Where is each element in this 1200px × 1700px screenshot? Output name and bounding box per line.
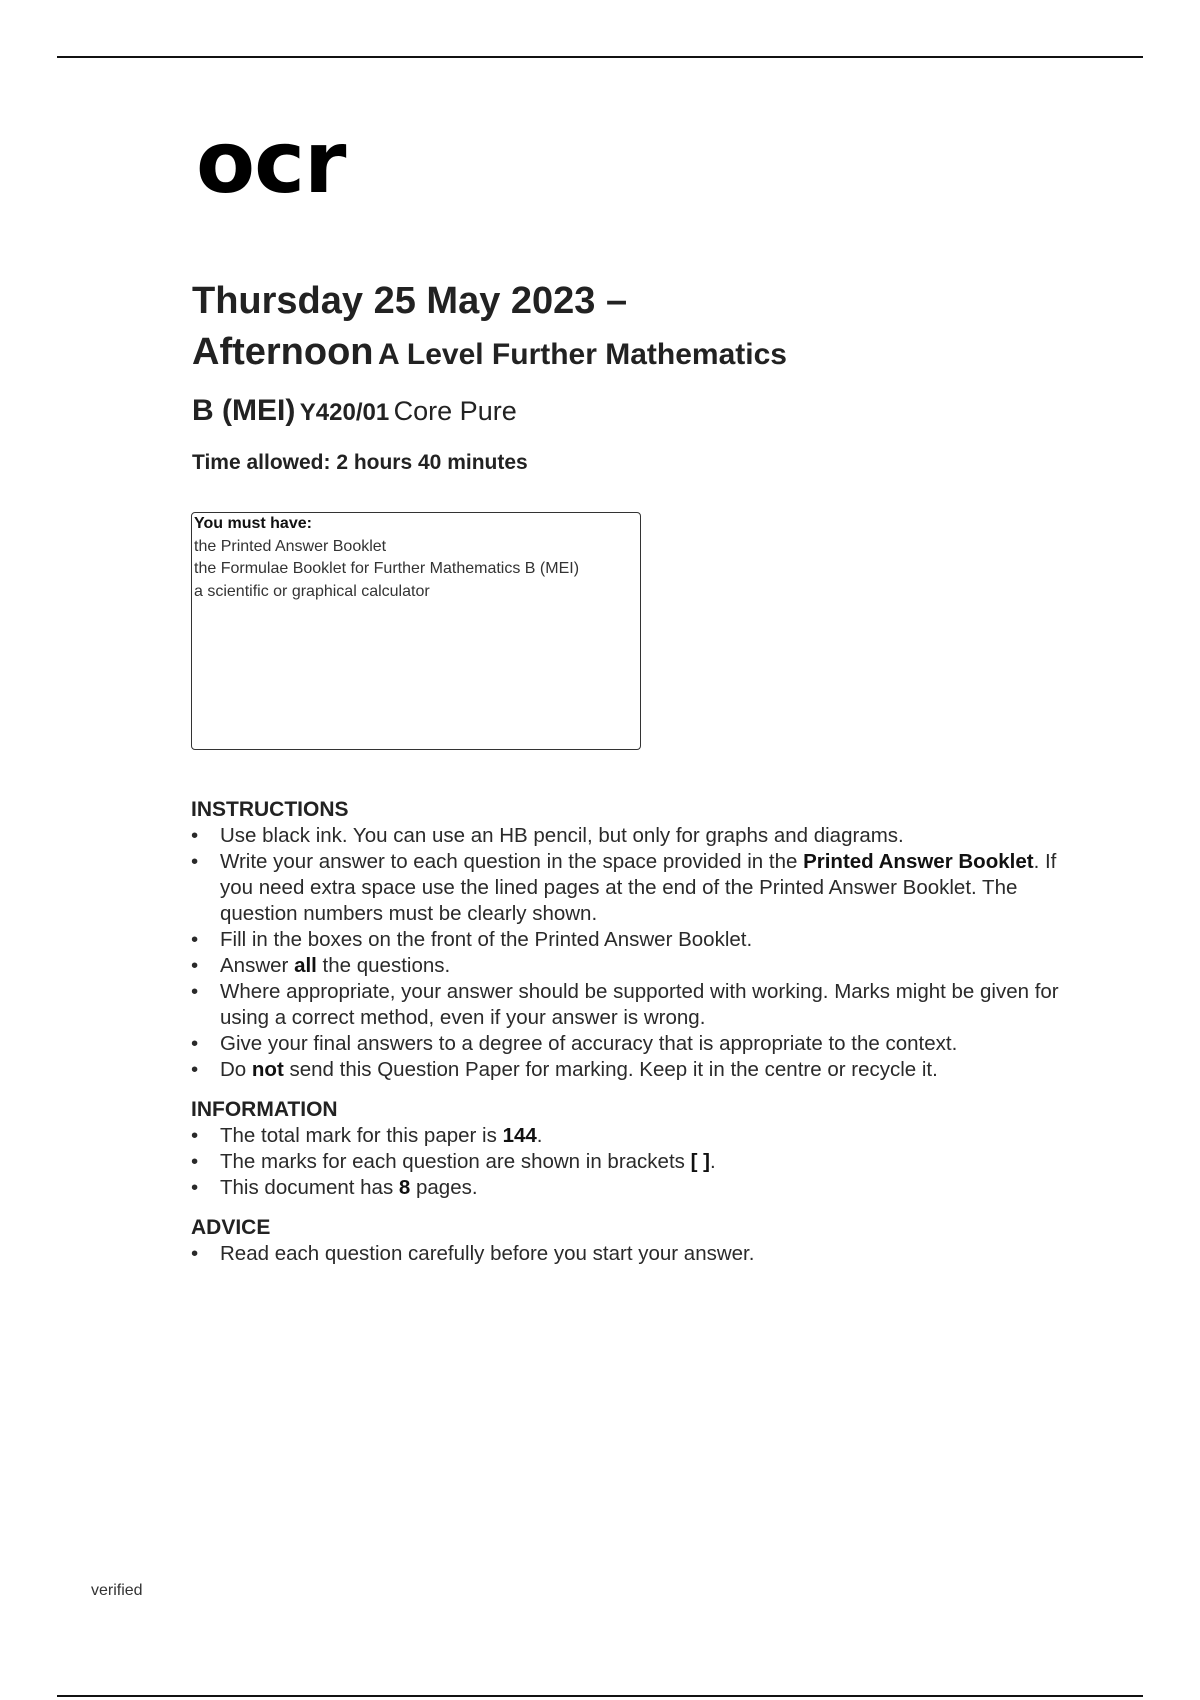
exam-session-subject <box>192 326 1092 386</box>
exam-sections <box>191 797 1071 1281</box>
must-have-item: a scientific or graphical calculator <box>194 582 430 600</box>
exam-header <box>192 276 1092 485</box>
exam-session: Afternoon <box>192 331 374 373</box>
instructions-title: INSTRUCTIONS <box>191 798 349 821</box>
ocr-logo: ocr <box>196 113 346 213</box>
time-allowed: Time allowed: 2 hours 40 minutes <box>192 451 528 474</box>
top-rule <box>57 56 1143 58</box>
verified-label: verified <box>91 1582 143 1599</box>
bottom-rule <box>57 1695 1143 1697</box>
exam-code: Y420/01 <box>299 399 390 426</box>
instruction-emphasis: Printed Answer Booklet <box>803 850 1034 873</box>
must-have-title: You must have: <box>194 515 312 532</box>
advice-item: • Read each question carefully before you start your answer. <box>191 1241 1071 1267</box>
instruction-item: • Fill in the boxes on the front of the Printed Answer Booklet. <box>191 927 1071 953</box>
exam-spec: B (MEI) <box>192 394 296 427</box>
instruction-text: Do <box>220 1058 252 1081</box>
instruction-item: • Use black ink. You can use an HB pencil, but only for graphs and diagrams. <box>191 823 1071 849</box>
instruction-text: Write your answer to each question in the space provided in the <box>220 850 804 873</box>
instruction-text: Answer <box>220 954 295 977</box>
advice-list <box>191 1241 1071 1267</box>
information-list <box>191 1123 1071 1201</box>
exam-subject: A Level Further Mathematics <box>377 338 787 371</box>
advice-section <box>191 1215 1071 1267</box>
information-item <box>191 1175 1071 1201</box>
information-text: pages. <box>410 1176 478 1199</box>
information-emphasis: 144 <box>502 1124 537 1147</box>
instructions-list <box>191 823 1071 1083</box>
information-text: The marks for each question are shown in brackets <box>220 1150 691 1173</box>
exam-date: Thursday 25 May 2023 – <box>192 280 628 322</box>
must-have-item: the Printed Answer Booklet <box>194 537 387 555</box>
instruction-text: send this Question Paper for marking. Keep it in the centre or recycle it. <box>283 1058 938 1081</box>
exam-paper <box>192 386 1092 441</box>
information-emphasis: [ ] <box>690 1150 710 1173</box>
instruction-emphasis: all <box>294 954 317 977</box>
instruction-emphasis: not <box>251 1058 284 1081</box>
instruction-text: the questions. <box>316 954 451 977</box>
information-text: The total mark for this paper is <box>220 1124 503 1147</box>
information-text: . <box>536 1124 543 1147</box>
must-have-box <box>191 512 641 750</box>
information-item <box>191 1149 1071 1175</box>
instruction-item <box>191 1057 1071 1083</box>
information-text: . <box>709 1150 716 1173</box>
instruction-item <box>191 849 1071 927</box>
exam-component: Core Pure <box>393 396 517 426</box>
advice-title: ADVICE <box>191 1216 271 1239</box>
instruction-item: • Give your final answers to a degree of accuracy that is appropriate to the context. <box>191 1031 1071 1057</box>
information-section <box>191 1097 1071 1201</box>
information-title: INFORMATION <box>191 1098 338 1121</box>
information-item <box>191 1123 1071 1149</box>
must-have-item: the Formulae Booklet for Further Mathematics B (MEI) <box>194 560 580 577</box>
instructions-section <box>191 797 1071 1083</box>
instruction-text: . If you need extra space use the lined pages at the end of the Printed Answer Booklet. The question numbers must be clearly shown. <box>220 850 1057 925</box>
information-text: This document has <box>220 1176 399 1199</box>
instruction-item: • Where appropriate, your answer should be supported with working. Marks might be given for using a correct method, even if your answer is wrong. <box>191 979 1071 1031</box>
instruction-item <box>191 953 1071 979</box>
information-emphasis: 8 <box>398 1176 411 1199</box>
